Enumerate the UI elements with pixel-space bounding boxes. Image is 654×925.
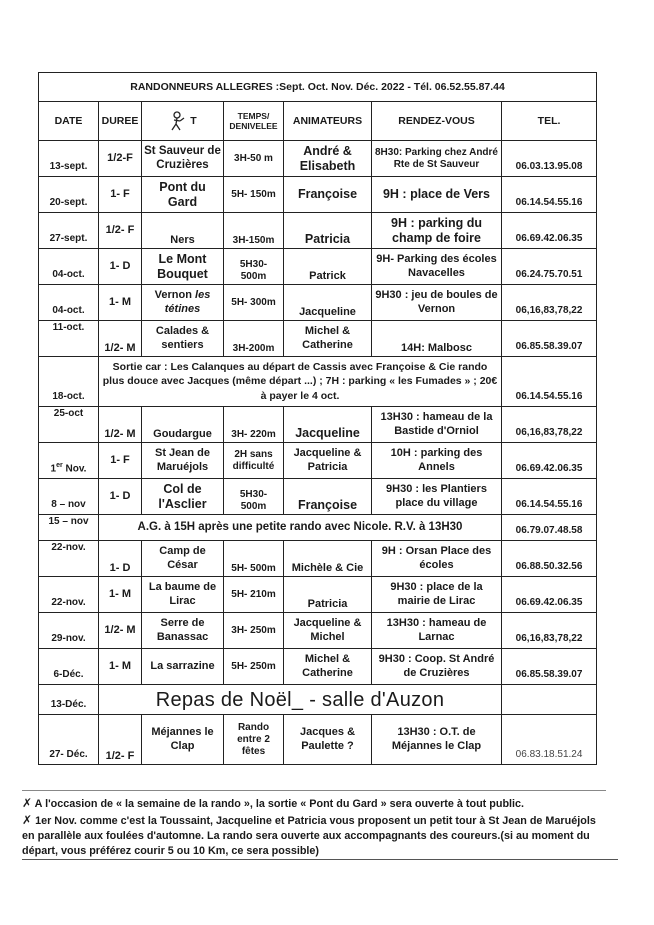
- row-lieu: [142, 285, 224, 321]
- row-temps: 2H sans difficulté: [224, 443, 284, 479]
- footnote-1-text: A l'occasion de « la semaine de la rando », la sortie « Pont du Gard » sera ouverte à tout public.: [34, 798, 525, 810]
- row-tel: 06.14.54.55.16: [502, 479, 597, 515]
- row-lieu: Calades & sentiers: [142, 321, 224, 357]
- row-lieu: Ners: [142, 213, 224, 249]
- row-lieu: La sarrazine: [142, 649, 224, 685]
- row-rdv: 9H : Orsan Place des écoles: [372, 541, 502, 577]
- row-lieu: St Jean de Maruéjols: [142, 443, 224, 479]
- schedule-sheet: [38, 72, 596, 765]
- row-temps: 3H- 220m: [224, 407, 284, 443]
- row-description: A.G. à 15H après une petite rando avec Nicole. R.V. à 13H30: [99, 515, 502, 541]
- row-duree: 1- M: [99, 649, 142, 685]
- row-date: 11-oct.: [39, 321, 99, 357]
- row-rdv: 10H : parking des Annels: [372, 443, 502, 479]
- table-row: [39, 715, 597, 765]
- header-trajet: [142, 102, 224, 141]
- row-rdv: 9H30 : jeu de boules de Vernon: [372, 285, 502, 321]
- row-temps: 5H- 500m: [224, 541, 284, 577]
- row-temps: 3H-150m: [224, 213, 284, 249]
- row-date: 1er Nov.: [39, 443, 99, 479]
- row-animateurs: Françoise: [284, 177, 372, 213]
- row-date: 04-oct.: [39, 249, 99, 285]
- row-date: 27- Déc.: [39, 715, 99, 765]
- christmas-meal-banner: Repas de Noël_ - salle d'Auzon: [99, 685, 502, 715]
- row-date: 13-Déc.: [39, 685, 99, 715]
- row-date: 22-nov.: [39, 541, 99, 577]
- table-row: [39, 407, 597, 443]
- row-temps: 5H- 150m: [224, 177, 284, 213]
- row-temps: Rando entre 2 fêtes: [224, 715, 284, 765]
- row-temps: 5H- 210m: [224, 577, 284, 613]
- schedule-table: [38, 72, 597, 765]
- table-row: [39, 541, 597, 577]
- footnote-2-text: 1er Nov. comme c'est la Toussaint, Jacqueline et Patricia vous proposent un petit tour à St Jean de Maruéjols en parallèle aux foulées d'automne. La rando sera ouverte aux accompagnants des coureurs.(si au moment du départ, vous préférez courir 5 ou 10 Km, ce sera possible): [22, 814, 596, 857]
- row-temps: 3H- 250m: [224, 613, 284, 649]
- row-description: Sortie car : Les Calanques au départ de Cassis avec Françoise & Cie rando plus douce avec Jacques (même départ ...) ; 7H : parking « les Fumades » ; 20€ à payer le 4 oct.: [99, 357, 502, 407]
- row-duree: 1/2-F: [99, 141, 142, 177]
- row-tel: 06.79.07.48.58: [502, 515, 597, 541]
- row-tel: 06.85.58.39.07: [502, 649, 597, 685]
- row-duree: 1/2- F: [99, 213, 142, 249]
- header-duree: DUREE: [99, 102, 142, 141]
- header-date: DATE: [39, 102, 99, 141]
- row-date: 29-nov.: [39, 613, 99, 649]
- row-tel: 06,16,83,78,22: [502, 407, 597, 443]
- row-duree: 1- M: [99, 285, 142, 321]
- footnote-2: [22, 812, 602, 859]
- row-duree: 1/2- M: [99, 613, 142, 649]
- row-tel: 06.03.13.95.08: [502, 141, 597, 177]
- row-duree: 1- F: [99, 177, 142, 213]
- table-row: [39, 177, 597, 213]
- row-tel: 06.69.42.06.35: [502, 443, 597, 479]
- header-row: [39, 102, 597, 141]
- table-row: [39, 357, 597, 407]
- row-animateurs: Françoise: [284, 479, 372, 515]
- row-duree: 1/2- M: [99, 407, 142, 443]
- row-rdv: 9H30 : les Plantiers place du village: [372, 479, 502, 515]
- row-animateurs: Patricia: [284, 213, 372, 249]
- row-date: 13-sept.: [39, 141, 99, 177]
- row-lieu: Le Mont Bouquet: [142, 249, 224, 285]
- row-tel: 06.69.42.06.35: [502, 213, 597, 249]
- row-rdv: 9H- Parking des écoles Navacelles: [372, 249, 502, 285]
- row-rdv: 13H30 : hameau de Larnac: [372, 613, 502, 649]
- row-rdv: 9H30 : Coop. St André de Cruzières: [372, 649, 502, 685]
- row-tel: 06,16,83,78,22: [502, 285, 597, 321]
- row-lieu: Serre de Banassac: [142, 613, 224, 649]
- row-temps: 5H- 250m: [224, 649, 284, 685]
- row-temps: 5H- 300m: [224, 285, 284, 321]
- row-lieu: Col de l'Asclier: [142, 479, 224, 515]
- row-temps: 5H30- 500m: [224, 249, 284, 285]
- row-duree: 1- D: [99, 541, 142, 577]
- row-lieu: Goudargue: [142, 407, 224, 443]
- row-lieu: St Sauveur de Cruzières: [142, 141, 224, 177]
- row-animateurs: Jacqueline: [284, 285, 372, 321]
- row-tel: 06.24.75.70.51: [502, 249, 597, 285]
- row-date: 25-oct: [39, 407, 99, 443]
- row-date: 15 – nov: [39, 515, 99, 541]
- row-date: 20-sept.: [39, 177, 99, 213]
- table-row: [39, 249, 597, 285]
- hiker-doodle-icon: [168, 110, 190, 132]
- row-duree: 1- D: [99, 479, 142, 515]
- footnotes: [22, 795, 602, 859]
- row-tel: 06.88.50.32.56: [502, 541, 597, 577]
- row-rdv: 8H30: Parking chez André Rte de St Sauveur: [372, 141, 502, 177]
- row-tel: 06.85.58.39.07: [502, 321, 597, 357]
- header-rdv: RENDEZ-VOUS: [372, 102, 502, 141]
- row-tel: 06.14.54.55.16: [502, 177, 597, 213]
- table-row: [39, 649, 597, 685]
- table-row: [39, 613, 597, 649]
- row-tel: [502, 685, 597, 715]
- row-lieu: La baume de Lirac: [142, 577, 224, 613]
- row-animateurs: Michel & Catherine: [284, 321, 372, 357]
- title-row: [39, 73, 597, 102]
- row-tel: 06.69.42.06.35: [502, 577, 597, 613]
- table-row: [39, 141, 597, 177]
- row-rdv: 9H30 : place de la mairie de Lirac: [372, 577, 502, 613]
- table-row: [39, 577, 597, 613]
- row-duree: 1/2- M: [99, 321, 142, 357]
- row-date: 04-oct.: [39, 285, 99, 321]
- table-row: [39, 213, 597, 249]
- row-animateurs: André & Elisabeth: [284, 141, 372, 177]
- row-lieu-main: Vernon: [154, 289, 196, 302]
- row-duree: 1- F: [99, 443, 142, 479]
- row-animateurs: Jacqueline & Patricia: [284, 443, 372, 479]
- divider: [22, 859, 618, 860]
- row-animateurs: Patrick: [284, 249, 372, 285]
- header-tel: TEL.: [502, 102, 597, 141]
- row-tel: 06,16,83,78,22: [502, 613, 597, 649]
- row-rdv: 9H : place de Vers: [372, 177, 502, 213]
- row-date: 18-oct.: [39, 357, 99, 407]
- row-animateurs: Jacqueline & Michel: [284, 613, 372, 649]
- row-duree: 1- D: [99, 249, 142, 285]
- row-temps: 5H30- 500m: [224, 479, 284, 515]
- star-icon: ✗: [22, 796, 33, 810]
- row-temps: 3H-50 m: [224, 141, 284, 177]
- table-row: [39, 515, 597, 541]
- row-rdv: 13H30 : O.T. de Méjannes le Clap: [372, 715, 502, 765]
- row-lieu: Camp de César: [142, 541, 224, 577]
- header-temps: TEMPS/ DENIVELEE: [224, 102, 284, 141]
- row-animateurs: Jacques & Paulette ?: [284, 715, 372, 765]
- row-animateurs: Michel & Catherine: [284, 649, 372, 685]
- header-animateurs: ANIMATEURS: [284, 102, 372, 141]
- header-trajet-label: T: [190, 114, 197, 127]
- row-animateurs: Michèle & Cie: [284, 541, 372, 577]
- row-animateurs: Patricia: [284, 577, 372, 613]
- divider: [22, 790, 606, 791]
- row-temps: 3H-200m: [224, 321, 284, 357]
- table-row: [39, 443, 597, 479]
- table-row: [39, 321, 597, 357]
- row-date: 22-nov.: [39, 577, 99, 613]
- row-tel: 06.83.18.51.24: [502, 715, 597, 765]
- row-duree: 1/2- F: [99, 715, 142, 765]
- footnote-1: [22, 795, 602, 812]
- page-title: RANDONNEURS ALLEGRES :Sept. Oct. Nov. Déc. 2022 - Tél. 06.52.55.87.44: [39, 73, 597, 102]
- row-lieu: Pont du Gard: [142, 177, 224, 213]
- row-lieu: Méjannes le Clap: [142, 715, 224, 765]
- row-tel: 06.14.54.55.16: [502, 357, 597, 407]
- row-date: 27-sept.: [39, 213, 99, 249]
- row-date: 8 – nov: [39, 479, 99, 515]
- table-row: [39, 285, 597, 321]
- row-rdv: 13H30 : hameau de la Bastide d'Orniol: [372, 407, 502, 443]
- star-icon: ✗: [22, 812, 33, 827]
- row-date: 6-Déc.: [39, 649, 99, 685]
- row-animateurs: Jacqueline: [284, 407, 372, 443]
- table-row: [39, 685, 597, 715]
- row-lieu-italic: les tétines: [164, 289, 211, 315]
- row-rdv: 9H : parking du champ de foire: [372, 213, 502, 249]
- row-duree: 1- M: [99, 577, 142, 613]
- table-row: [39, 479, 597, 515]
- row-rdv: 14H: Malbosc: [372, 321, 502, 357]
